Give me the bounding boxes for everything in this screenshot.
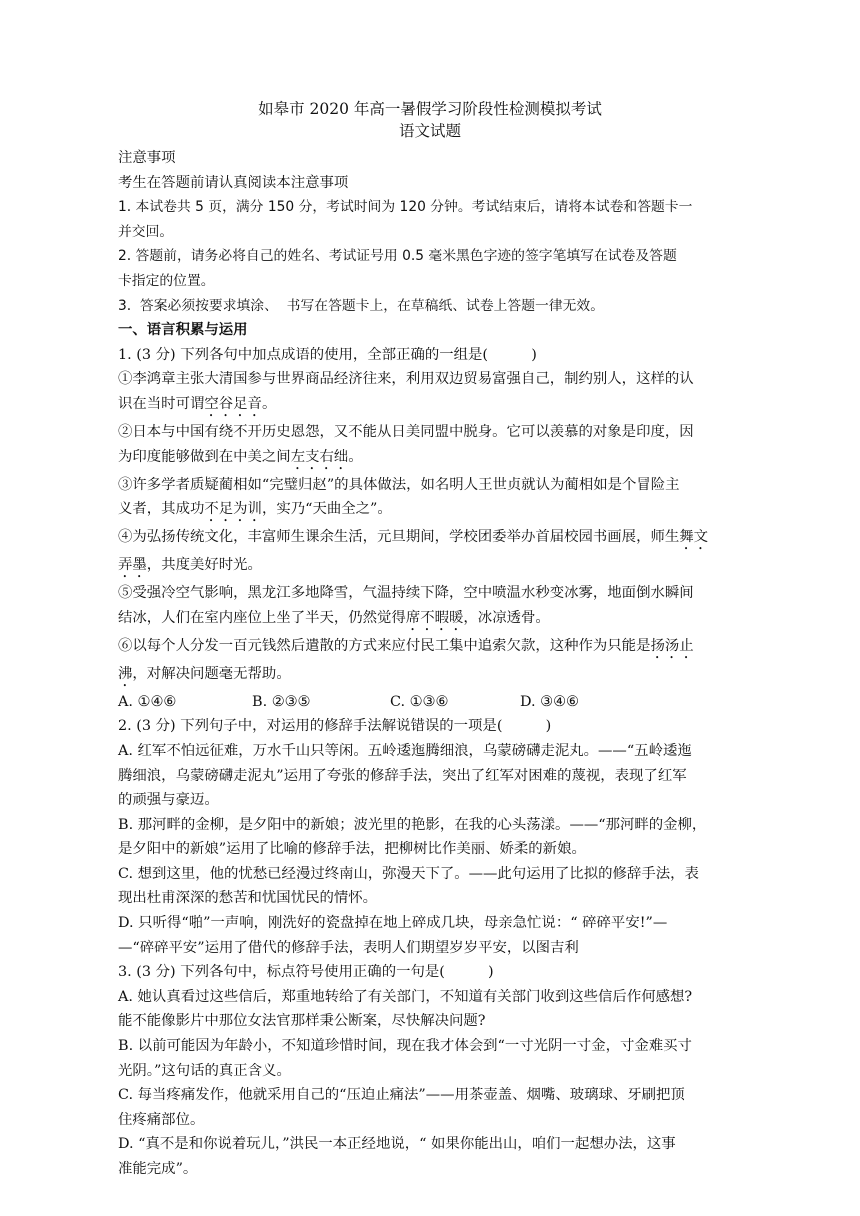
q2-option-d-1: D. 只听得“啪”一声响，刚洗好的瓷盘掉在地上碎成几块，母亲急忙说：“ 碎碎平安!”— xyxy=(118,915,668,932)
q2-option-a-1: A. 红军不怕远征难，万水千山只等闲。五岭逶迤腾细浪，乌蒙磅礴走泥丸。——“五岭逶迤 xyxy=(118,742,692,759)
q1-sentence-2b: 为印度能够做到在中美之间左支右绌。 xyxy=(118,448,363,465)
option-a: A. ①④⑥ xyxy=(118,693,177,710)
q3-option-a-1: A. 她认真看过这些信后，郑重地转给了有关部门，不知道有关部门收到这些信后作何感想? xyxy=(118,988,693,1005)
exam-subtitle: 语文试题 xyxy=(398,122,461,140)
dotted-idiom: 左支右绌 xyxy=(290,448,349,465)
q1-sentence-1b: 识在当时可谓空谷足音。 xyxy=(118,395,277,412)
q2-option-c-1: C. 想到这里，他的忧愁已经漫过终南山，弥漫天下了。——此句运用了比拟的修辞手法，表 xyxy=(118,865,699,882)
dotted-idiom: 舞文 xyxy=(679,529,709,546)
q3-option-d-1: D. “真不是和你说着玩儿，”洪民一本正经地说，“ 如果你能出山，咱们一起想办法，这事 xyxy=(118,1136,676,1153)
notice-item-1a: 1. 本试卷共 5 页，满分 150 分，考试时间为 120 分钟。考试结束后，请将本试卷和答题卡一 xyxy=(118,199,693,216)
notice-item-3: 3. 答案必须按要求填涂、 书写在答题卡上，在草稿纸、试卷上答题一律无效。 xyxy=(118,297,605,314)
q1-sentence-3b: 义者，其成功不足为训，实乃“天曲全之”。 xyxy=(118,501,392,518)
q3-option-c-2: 住疼痛部位。 xyxy=(118,1111,205,1128)
q1-sentence-2a: ②日本与中国有绕不开历史恩怨，又不能从日美同盟中脱身。它可以羡慕的对象是印度，因 xyxy=(118,423,694,440)
q1-sentence-4a: ④为弘扬传统文化，丰富师生课余生活，元旦期间，学校团委举办首届校园书画展，师生舞文 xyxy=(118,529,709,546)
q3-option-b-1: B. 以前可能因为年龄小，不知道珍惜时间，现在我才体会到“一寸光阴一寸金，寸金难买寸 xyxy=(118,1038,692,1055)
option-b: B. ②③⑤ xyxy=(252,693,311,710)
q1-sentence-4b: 弄墨，共度美好时光。 xyxy=(118,557,262,574)
notice-item-2a: 2. 答题前，请务必将自己的姓名、考试证号用 0.5 毫米黑色字迹的签字笔填写在试卷及答题 xyxy=(118,248,677,265)
q1-sentence-6b: 沸，对解决问题毫无帮助。 xyxy=(118,665,291,682)
question-1 xyxy=(118,343,742,715)
question-3 xyxy=(118,960,742,1181)
question-2 xyxy=(118,714,742,960)
dotted-idiom: 席不暇暖 xyxy=(405,609,464,626)
option-d: D. ③④⑥ xyxy=(520,693,579,710)
q3-option-b-2: 光阴。”这句话的真正含义。 xyxy=(118,1062,291,1079)
q1-sentence-5b: 结冰，人们在室内座位上坐了半天，仍然觉得席不暇暖，冰凉透骨。 xyxy=(118,609,550,626)
dotted-idiom: 扬汤止 xyxy=(650,637,694,654)
dotted-idiom: 空谷足音 xyxy=(204,395,262,412)
q3-option-d-2: 准能完成”。 xyxy=(118,1161,198,1177)
question-stem: 1. (3 分) 下列各句中加点成语的使用，全部正确的一组是( ) xyxy=(118,346,537,363)
dotted-idiom: 沸 xyxy=(118,665,133,682)
question-stem: 3. (3 分) 下列各句中，标点符号使用正确的一句是( ) xyxy=(118,964,494,981)
question-stem: 2. (3 分) 下列句子中，对运用的修辞手法解说错误的一项是( ) xyxy=(118,718,552,735)
dotted-idiom: 不足为训 xyxy=(204,501,262,518)
exam-title: 如皋市 2020 年高一暑假学习阶段性检测模拟考试 xyxy=(258,100,602,118)
option-c: C. ①③⑥ xyxy=(390,693,449,710)
q1-sentence-3a: ③许多学者质疑蔺相如“完璧归赵”的具体做法，如名明人王世贞就认为蔺相如是个冒险主 xyxy=(118,476,680,493)
q1-sentence-6a: ⑥以每个人分发一百元钱然后遣散的方式来应付民工集中追索欠款，这种作为只能是扬汤止 xyxy=(118,637,694,654)
notice-item-1b: 并交回。 xyxy=(118,223,174,240)
notice-intro: 考生在答题前请认真阅读本注意事项 xyxy=(118,174,349,191)
notice-item-2b: 卡指定的位置。 xyxy=(118,272,215,289)
q1-options xyxy=(118,690,742,715)
q2-option-a-3: 的顽强与豪迈。 xyxy=(118,792,219,809)
section-heading: 一、语言积累与运用 xyxy=(118,321,248,339)
q3-option-c-1: C. 每当疼痛发作，他就采用自己的“压迫止痛法”——用茶壶盖、烟嘴、玻璃球、牙刷把顶 xyxy=(118,1087,685,1104)
exam-page xyxy=(118,98,742,1182)
q2-option-b-2: 是夕阳中的新娘”运用了比喻的修辞手法，把柳树比作美丽、娇柔的新娘。 xyxy=(118,841,586,858)
dotted-idiom: 弄墨 xyxy=(118,557,147,574)
q2-option-d-2: —“碎碎平安”运用了借代的修辞手法，表明人们期望岁岁平安，以图吉利 xyxy=(118,939,579,956)
notice-section xyxy=(118,146,742,318)
q1-sentence-5a: ⑤受强冷空气影响，黑龙江多地降雪，气温持续下降，空中喷温水秒变冰雾，地面倒水瞬间 xyxy=(118,585,694,602)
q3-option-a-2: 能不能像影片中那位女法官那样秉公断案，尽快解决问题? xyxy=(118,1013,486,1030)
q2-option-b-1: B. 那河畔的金柳，是夕阳中的新娘；波光里的艳影，在我的心头荡漾。——“那河畔的金柳， xyxy=(118,816,707,833)
q1-sentence-1a: ①李鸿章主张大清国参与世界商品经济往来，利用双边贸易富强自己，制约别人，这样的认 xyxy=(118,371,694,388)
notice-heading: 注意事项 xyxy=(118,150,176,166)
q2-option-c-2: 现出杜甫深深的愁苦和忧国忧民的情怀。 xyxy=(118,890,378,907)
q2-option-a-2: 腾细浪，乌蒙磅礴走泥丸”运用了夸张的修辞手法，突出了红军对困难的蔑视，表现了红军 xyxy=(118,767,687,784)
